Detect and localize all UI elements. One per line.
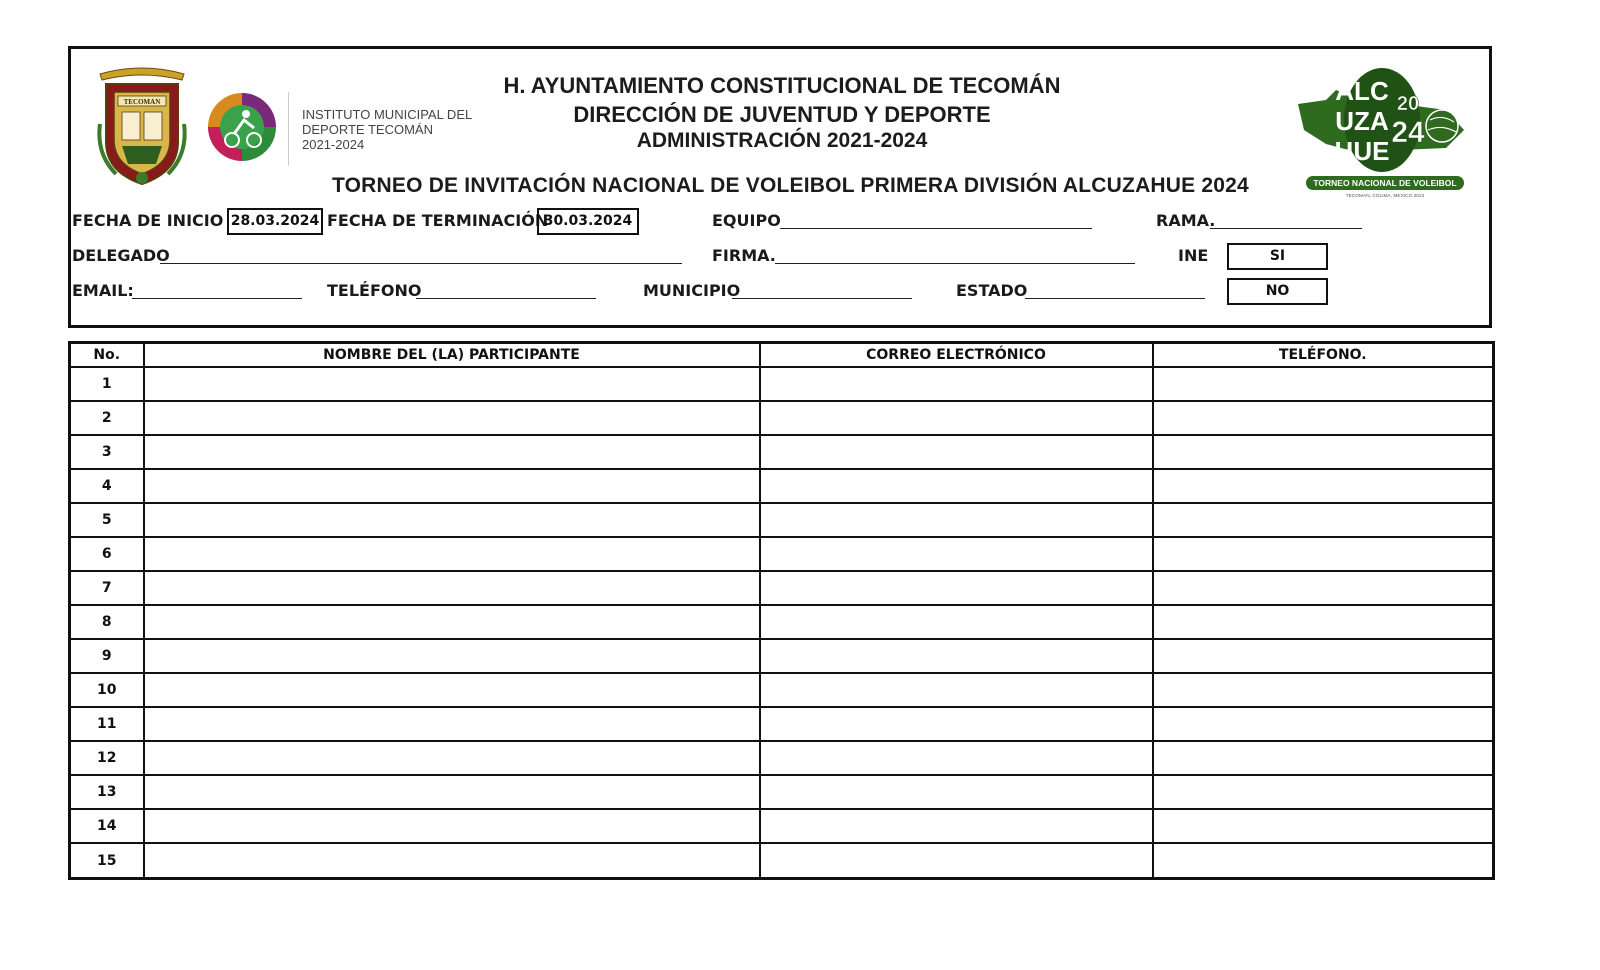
table-row — [70, 639, 1494, 673]
alcuzahue-logo — [1296, 60, 1472, 200]
email-cell[interactable] — [760, 503, 1153, 537]
state-label: ESTADO — [956, 281, 1028, 300]
header-email: CORREO ELECTRÓNICO — [760, 343, 1153, 368]
phone-cell[interactable] — [1153, 843, 1494, 878]
table-row — [70, 469, 1494, 503]
alcuzahue-letters-1: ALC — [1335, 76, 1389, 106]
ine-no-box[interactable]: NO — [1227, 278, 1328, 305]
row-number: 1 — [70, 367, 144, 401]
email-cell[interactable] — [760, 401, 1153, 435]
phone-cell[interactable] — [1153, 401, 1494, 435]
participant-name-cell[interactable] — [144, 435, 760, 469]
participant-name-cell[interactable] — [144, 673, 760, 707]
email-cell[interactable] — [760, 537, 1153, 571]
participant-name-cell[interactable] — [144, 707, 760, 741]
alcuzahue-banner: TORNEO NACIONAL DE VOLEIBOL — [1313, 178, 1457, 188]
email-label: EMAIL: — [72, 281, 134, 300]
institute-line-3: 2021-2024 — [302, 137, 365, 152]
email-cell[interactable] — [760, 435, 1153, 469]
row-number: 12 — [70, 741, 144, 775]
participant-name-cell[interactable] — [144, 571, 760, 605]
ine-label: INE — [1178, 246, 1209, 265]
table-row — [70, 605, 1494, 639]
table-row — [70, 435, 1494, 469]
email-cell[interactable] — [760, 843, 1153, 878]
phone-cell[interactable] — [1153, 367, 1494, 401]
email-cell[interactable] — [760, 707, 1153, 741]
header-title-1: H. AYUNTAMIENTO CONSTITUCIONAL DE TECOMÁN — [503, 73, 1061, 98]
phone-cell[interactable] — [1153, 775, 1494, 809]
phone-cell[interactable] — [1153, 673, 1494, 707]
phone-field[interactable] — [416, 298, 596, 299]
header-number: No. — [70, 343, 144, 368]
email-field[interactable] — [132, 298, 302, 299]
ine-yes-box[interactable]: SI — [1227, 243, 1328, 270]
phone-cell[interactable] — [1153, 741, 1494, 775]
phone-cell[interactable] — [1153, 809, 1494, 843]
branch-label: RAMA. — [1156, 211, 1216, 230]
row-number: 5 — [70, 503, 144, 537]
row-number: 15 — [70, 843, 144, 878]
table-row — [70, 367, 1494, 401]
email-cell[interactable] — [760, 469, 1153, 503]
alcuzahue-letters-3: HUE — [1334, 136, 1390, 166]
end-date-field[interactable]: 30.03.2024 — [537, 208, 639, 235]
email-cell[interactable] — [760, 809, 1153, 843]
header-phone: TELÉFONO. — [1153, 343, 1494, 368]
participant-name-cell[interactable] — [144, 741, 760, 775]
alcuzahue-year-top: 20 — [1396, 93, 1420, 115]
alcuzahue-letters-2: UZA — [1335, 106, 1389, 136]
phone-cell[interactable] — [1153, 707, 1494, 741]
row-number: 2 — [70, 401, 144, 435]
table-row — [70, 707, 1494, 741]
phone-cell[interactable] — [1153, 537, 1494, 571]
table-row — [70, 741, 1494, 775]
participant-name-cell[interactable] — [144, 639, 760, 673]
start-date-label: FECHA DE INICIO — [72, 211, 224, 230]
email-cell[interactable] — [760, 741, 1153, 775]
email-cell[interactable] — [760, 571, 1153, 605]
end-date-label: FECHA DE TERMINACIÓN — [327, 211, 549, 230]
municipality-field[interactable] — [732, 298, 912, 299]
table-row — [70, 809, 1494, 843]
table-row — [70, 503, 1494, 537]
row-number: 9 — [70, 639, 144, 673]
signature-field[interactable] — [775, 263, 1135, 264]
participant-name-cell[interactable] — [144, 469, 760, 503]
team-label: EQUIPO — [712, 211, 781, 230]
table-row — [70, 401, 1494, 435]
email-cell[interactable] — [760, 367, 1153, 401]
row-number: 7 — [70, 571, 144, 605]
row-number: 3 — [70, 435, 144, 469]
start-date-field[interactable]: 28.03.2024 — [227, 208, 323, 235]
phone-cell[interactable] — [1153, 571, 1494, 605]
participant-name-cell[interactable] — [144, 605, 760, 639]
participant-name-cell[interactable] — [144, 843, 760, 878]
institute-line-2: DEPORTE TECOMÁN — [302, 122, 433, 137]
email-cell[interactable] — [760, 605, 1153, 639]
header-title-3: ADMINISTRACIÓN 2021-2024 — [636, 129, 928, 152]
phone-cell[interactable] — [1153, 639, 1494, 673]
table-row — [70, 775, 1494, 809]
table-body — [70, 367, 1494, 879]
row-number: 8 — [70, 605, 144, 639]
state-field[interactable] — [1025, 298, 1205, 299]
table-row — [70, 843, 1494, 878]
header-name: NOMBRE DEL (LA) PARTICIPANTE — [144, 343, 760, 368]
participant-name-cell[interactable] — [144, 809, 760, 843]
branch-field[interactable] — [1210, 228, 1362, 229]
table-header-row — [70, 343, 1494, 368]
tournament-title: TORNEO DE INVITACIÓN NACIONAL DE VOLEIBOL PRIMERA DIVISIÓN ALCUZAHUE 2024 — [332, 174, 1249, 197]
participant-name-cell[interactable] — [144, 537, 760, 571]
phone-cell[interactable] — [1153, 469, 1494, 503]
row-number: 13 — [70, 775, 144, 809]
delegate-field[interactable] — [160, 263, 682, 264]
phone-cell[interactable] — [1153, 605, 1494, 639]
phone-cell[interactable] — [1153, 503, 1494, 537]
shield-label: TECOMAN — [123, 98, 161, 106]
phone-cell[interactable] — [1153, 435, 1494, 469]
institute-line-1: INSTITUTO MUNICIPAL DEL — [302, 107, 473, 122]
email-cell[interactable] — [760, 673, 1153, 707]
table-row — [70, 571, 1494, 605]
participant-name-cell[interactable] — [144, 401, 760, 435]
row-number: 11 — [70, 707, 144, 741]
table-row — [70, 537, 1494, 571]
email-cell[interactable] — [760, 639, 1153, 673]
table-row — [70, 673, 1494, 707]
alcuzahue-place: TECOMAN, COLIMA, MEXICO 2024 — [1345, 194, 1425, 199]
row-number: 14 — [70, 809, 144, 843]
participant-name-cell[interactable] — [144, 503, 760, 537]
municipality-label: MUNICIPIO — [643, 281, 741, 300]
email-cell[interactable] — [760, 775, 1153, 809]
participants-table — [68, 341, 1495, 880]
header-title-2: DIRECCIÓN DE JUVENTUD Y DEPORTE — [573, 102, 991, 127]
signature-label: FIRMA. — [712, 246, 776, 265]
team-field[interactable] — [780, 228, 1092, 229]
delegate-label: DELEGADO — [72, 246, 170, 265]
participant-name-cell[interactable] — [144, 367, 760, 401]
phone-label: TELÉFONO — [327, 281, 422, 300]
alcuzahue-year-bottom: 24 — [1391, 116, 1425, 149]
row-number: 6 — [70, 537, 144, 571]
row-number: 10 — [70, 673, 144, 707]
row-number: 4 — [70, 469, 144, 503]
participant-name-cell[interactable] — [144, 775, 760, 809]
